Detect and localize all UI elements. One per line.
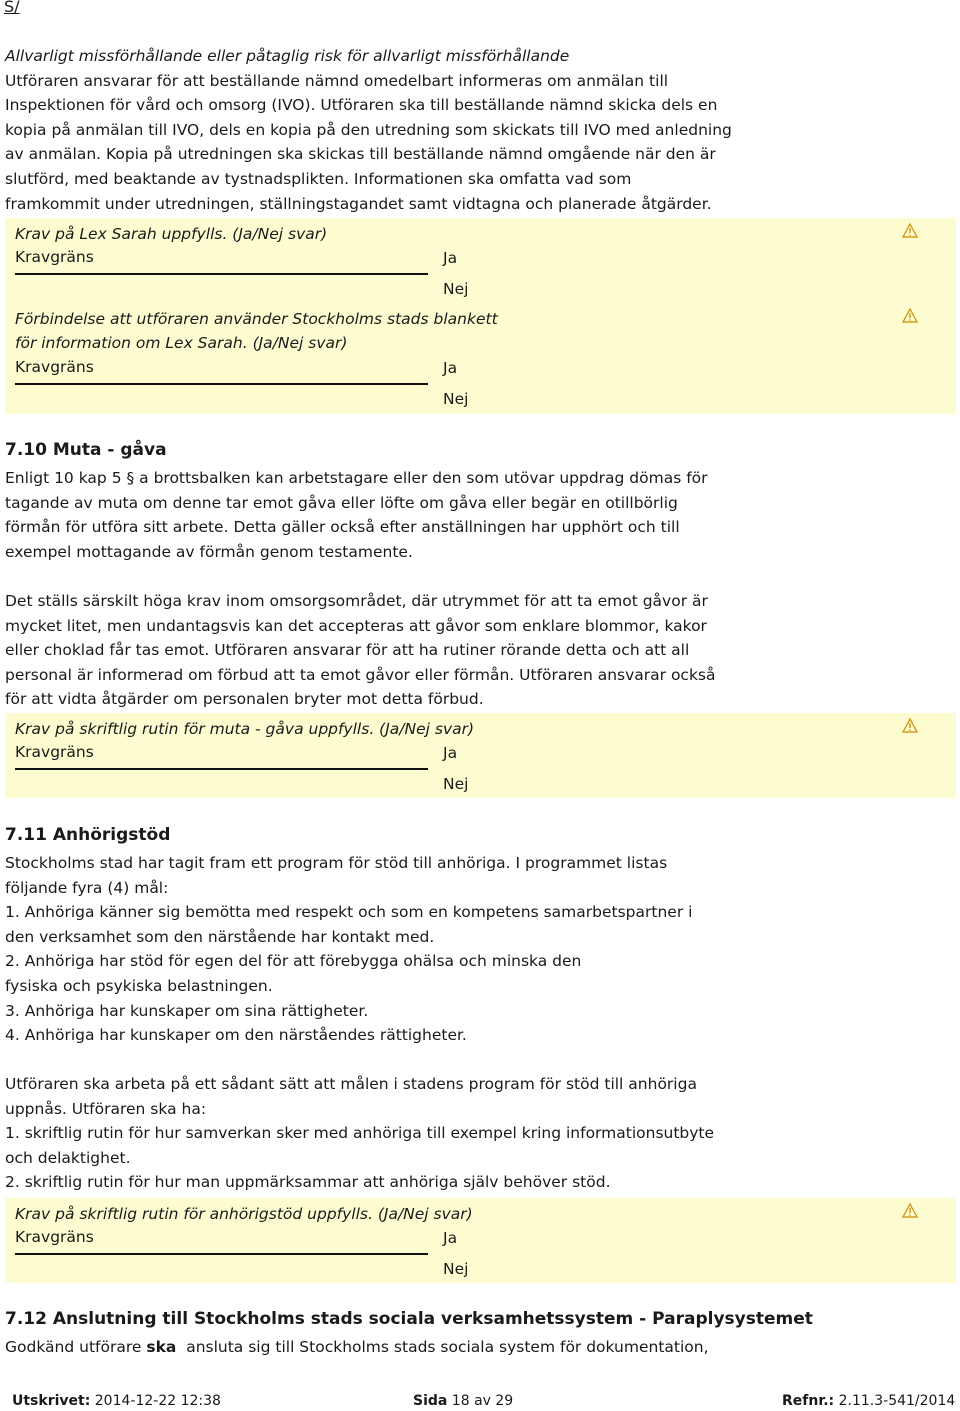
requirement-box-muta: [5, 713, 956, 798]
text-line: förmån för utföra sitt arbete. Detta gäller också efter anställningen har upphört och till: [5, 518, 680, 537]
text-segment: Godkänd utförare: [5, 1338, 147, 1356]
answer-line: [15, 768, 428, 770]
warning-icon: [902, 718, 918, 733]
kravgrans-label: Kravgräns: [15, 743, 94, 761]
answer-line: [15, 273, 428, 275]
option-nej[interactable]: Nej: [443, 1260, 469, 1278]
text-line: tagande av muta om denne tar emot gåva eller löfte om gåva eller begär en otillbörlig: [5, 493, 678, 512]
kravgrans-label: Kravgräns: [15, 358, 94, 376]
intro-line: av anmälan. Kopia på utredningen ska skickas till beställande nämnd omgående när den är: [5, 145, 716, 164]
text-line: 2. Anhöriga har stöd för egen del för att förebygga ohälsa och minska den: [5, 952, 582, 971]
option-ja[interactable]: Ja: [443, 249, 458, 267]
text-line: 1. Anhöriga känner sig bemötta med respekt och som en kompetens samarbetspartner i: [5, 903, 693, 922]
text-line: 4. Anhöriga har kunskaper om den närståendes rättigheter.: [5, 1026, 467, 1045]
requirement-question: Krav på Lex Sarah uppfylls. (Ja/Nej svar): [15, 225, 328, 243]
paragraph: [5, 466, 945, 564]
text-line: eller choklad får tas emot. Utföraren ansvarar för att ha rutiner rörande detta och att all: [5, 641, 690, 660]
text-line: Det ställs särskilt höga krav inom omsorgsområdet, där utrymmet för att ta emot gåvor är: [5, 592, 708, 610]
warning-icon: [902, 308, 918, 323]
kravgrans-label: Kravgräns: [15, 1228, 94, 1246]
requirement-question: Förbindelse att utföraren använder Stockholms stads blankett: [15, 310, 498, 328]
footer-printed-value: 2014-12-22 12:38: [90, 1393, 221, 1409]
text-line: Enligt 10 kap 5 § a brottsbalken kan arbetstagare eller den som utövar uppdrag dömas för: [5, 469, 708, 487]
requirement-question: Krav på skriftlig rutin för anhörigstöd uppfylls. (Ja/Nej svar): [15, 1205, 473, 1223]
paragraph: [5, 1335, 945, 1360]
text-line: fysiska och psykiska belastningen.: [5, 976, 273, 995]
option-ja[interactable]: Ja: [443, 1229, 458, 1247]
intro-paragraph: [5, 44, 945, 216]
footer-refnr: [782, 1393, 955, 1409]
footer-page-label: Sida: [413, 1393, 448, 1409]
text-line: Stockholms stad har tagit fram ett program för stöd till anhöriga. I programmet listas: [5, 854, 668, 872]
section-heading-7-11: 7.11 Anhörigstöd: [5, 825, 171, 845]
footer-printed: [12, 1393, 221, 1409]
intro-heading: Allvarligt missförhållande eller påtaglig risk för allvarligt missförhållande: [5, 47, 570, 65]
option-nej[interactable]: Nej: [443, 280, 469, 298]
footer-page-value: 18 av 29: [447, 1393, 514, 1409]
section-heading-7-12: 7.12 Anslutning till Stockholms stads sociala verksamhetssystem - Paraplysystemet: [5, 1309, 813, 1329]
section-heading-7-10: 7.10 Muta - gåva: [5, 440, 167, 460]
text-line: uppnås. Utföraren ska ha:: [5, 1099, 207, 1118]
footer-refnr-value: 2.11.3-541/2014: [834, 1393, 956, 1409]
option-nej[interactable]: Nej: [443, 775, 469, 793]
text-line: 3. Anhöriga har kunskaper om sina rättigheter.: [5, 1001, 369, 1020]
text-line: och delaktighet.: [5, 1148, 131, 1167]
top-marker: S/: [4, 0, 20, 16]
warning-icon: [902, 223, 918, 238]
option-ja[interactable]: Ja: [443, 744, 458, 762]
intro-line: framkommit under utredningen, ställningstagandet samt vidtagna och planerade åtgärder.: [5, 194, 712, 213]
requirement-box-anhorigstod: [5, 1198, 956, 1283]
text-line: 2. skriftlig rutin för hur man uppmärksammar att anhöriga själv behöver stöd.: [5, 1173, 611, 1192]
intro-line: Inspektionen för vård och omsorg (IVO). Utföraren ska till beställande nämnd skicka dels en: [5, 96, 718, 115]
option-nej[interactable]: Nej: [443, 390, 469, 408]
text-segment: ansluta sig till Stockholms stads sociala system för dokumentation,: [176, 1338, 709, 1356]
paragraph: [5, 851, 945, 1048]
text-line: 1. skriftlig rutin för hur samverkan sker med anhöriga till exempel kring informationsutbyte: [5, 1124, 715, 1143]
footer-page: [413, 1393, 513, 1409]
text-line: mycket litet, men undantagsvis kan det accepteras att gåvor som enklare blommor, kakor: [5, 616, 707, 635]
text-line: för att vidta åtgärder om personalen bryter mot detta förbud.: [5, 690, 484, 709]
text-bold: ska: [146, 1338, 177, 1356]
footer-refnr-label: Refnr.:: [782, 1393, 835, 1409]
text-line: följande fyra (4) mål:: [5, 878, 169, 897]
paragraph: [5, 1072, 945, 1195]
answer-line: [15, 383, 428, 385]
paragraph: [5, 589, 945, 712]
text-line: Utföraren ska arbeta på ett sådant sätt att målen i stadens program för stöd till anhöriga: [5, 1075, 697, 1093]
requirement-question: Krav på skriftlig rutin för muta - gåva uppfylls. (Ja/Nej svar): [15, 720, 475, 738]
intro-line: kopia på anmälan till IVO, dels en kopia på den utredning som skickats till IVO med anledning: [5, 120, 732, 139]
intro-line: Utföraren ansvarar för att beställande nämnd omedelbart informeras om anmälan till: [5, 71, 669, 90]
answer-line: [15, 1253, 428, 1255]
text-line: den verksamhet som den närstående har kontakt med.: [5, 927, 435, 946]
warning-icon: [902, 1203, 918, 1218]
requirement-box-lex-sarah: [5, 218, 956, 414]
footer-printed-label: Utskrivet:: [12, 1393, 91, 1409]
text-line: personal är informerad om förbud att ta emot gåvor eller förmån. Utföraren ansvarar också: [5, 665, 716, 684]
text-line: exempel mottagande av förmån genom testamente.: [5, 542, 413, 561]
requirement-question: för information om Lex Sarah. (Ja/Nej svar): [15, 334, 348, 352]
intro-line: slutförd, med beaktande av tystnadsplikten. Informationen ska omfatta vad som: [5, 169, 632, 188]
option-ja[interactable]: Ja: [443, 359, 458, 377]
kravgrans-label: Kravgräns: [15, 248, 94, 266]
